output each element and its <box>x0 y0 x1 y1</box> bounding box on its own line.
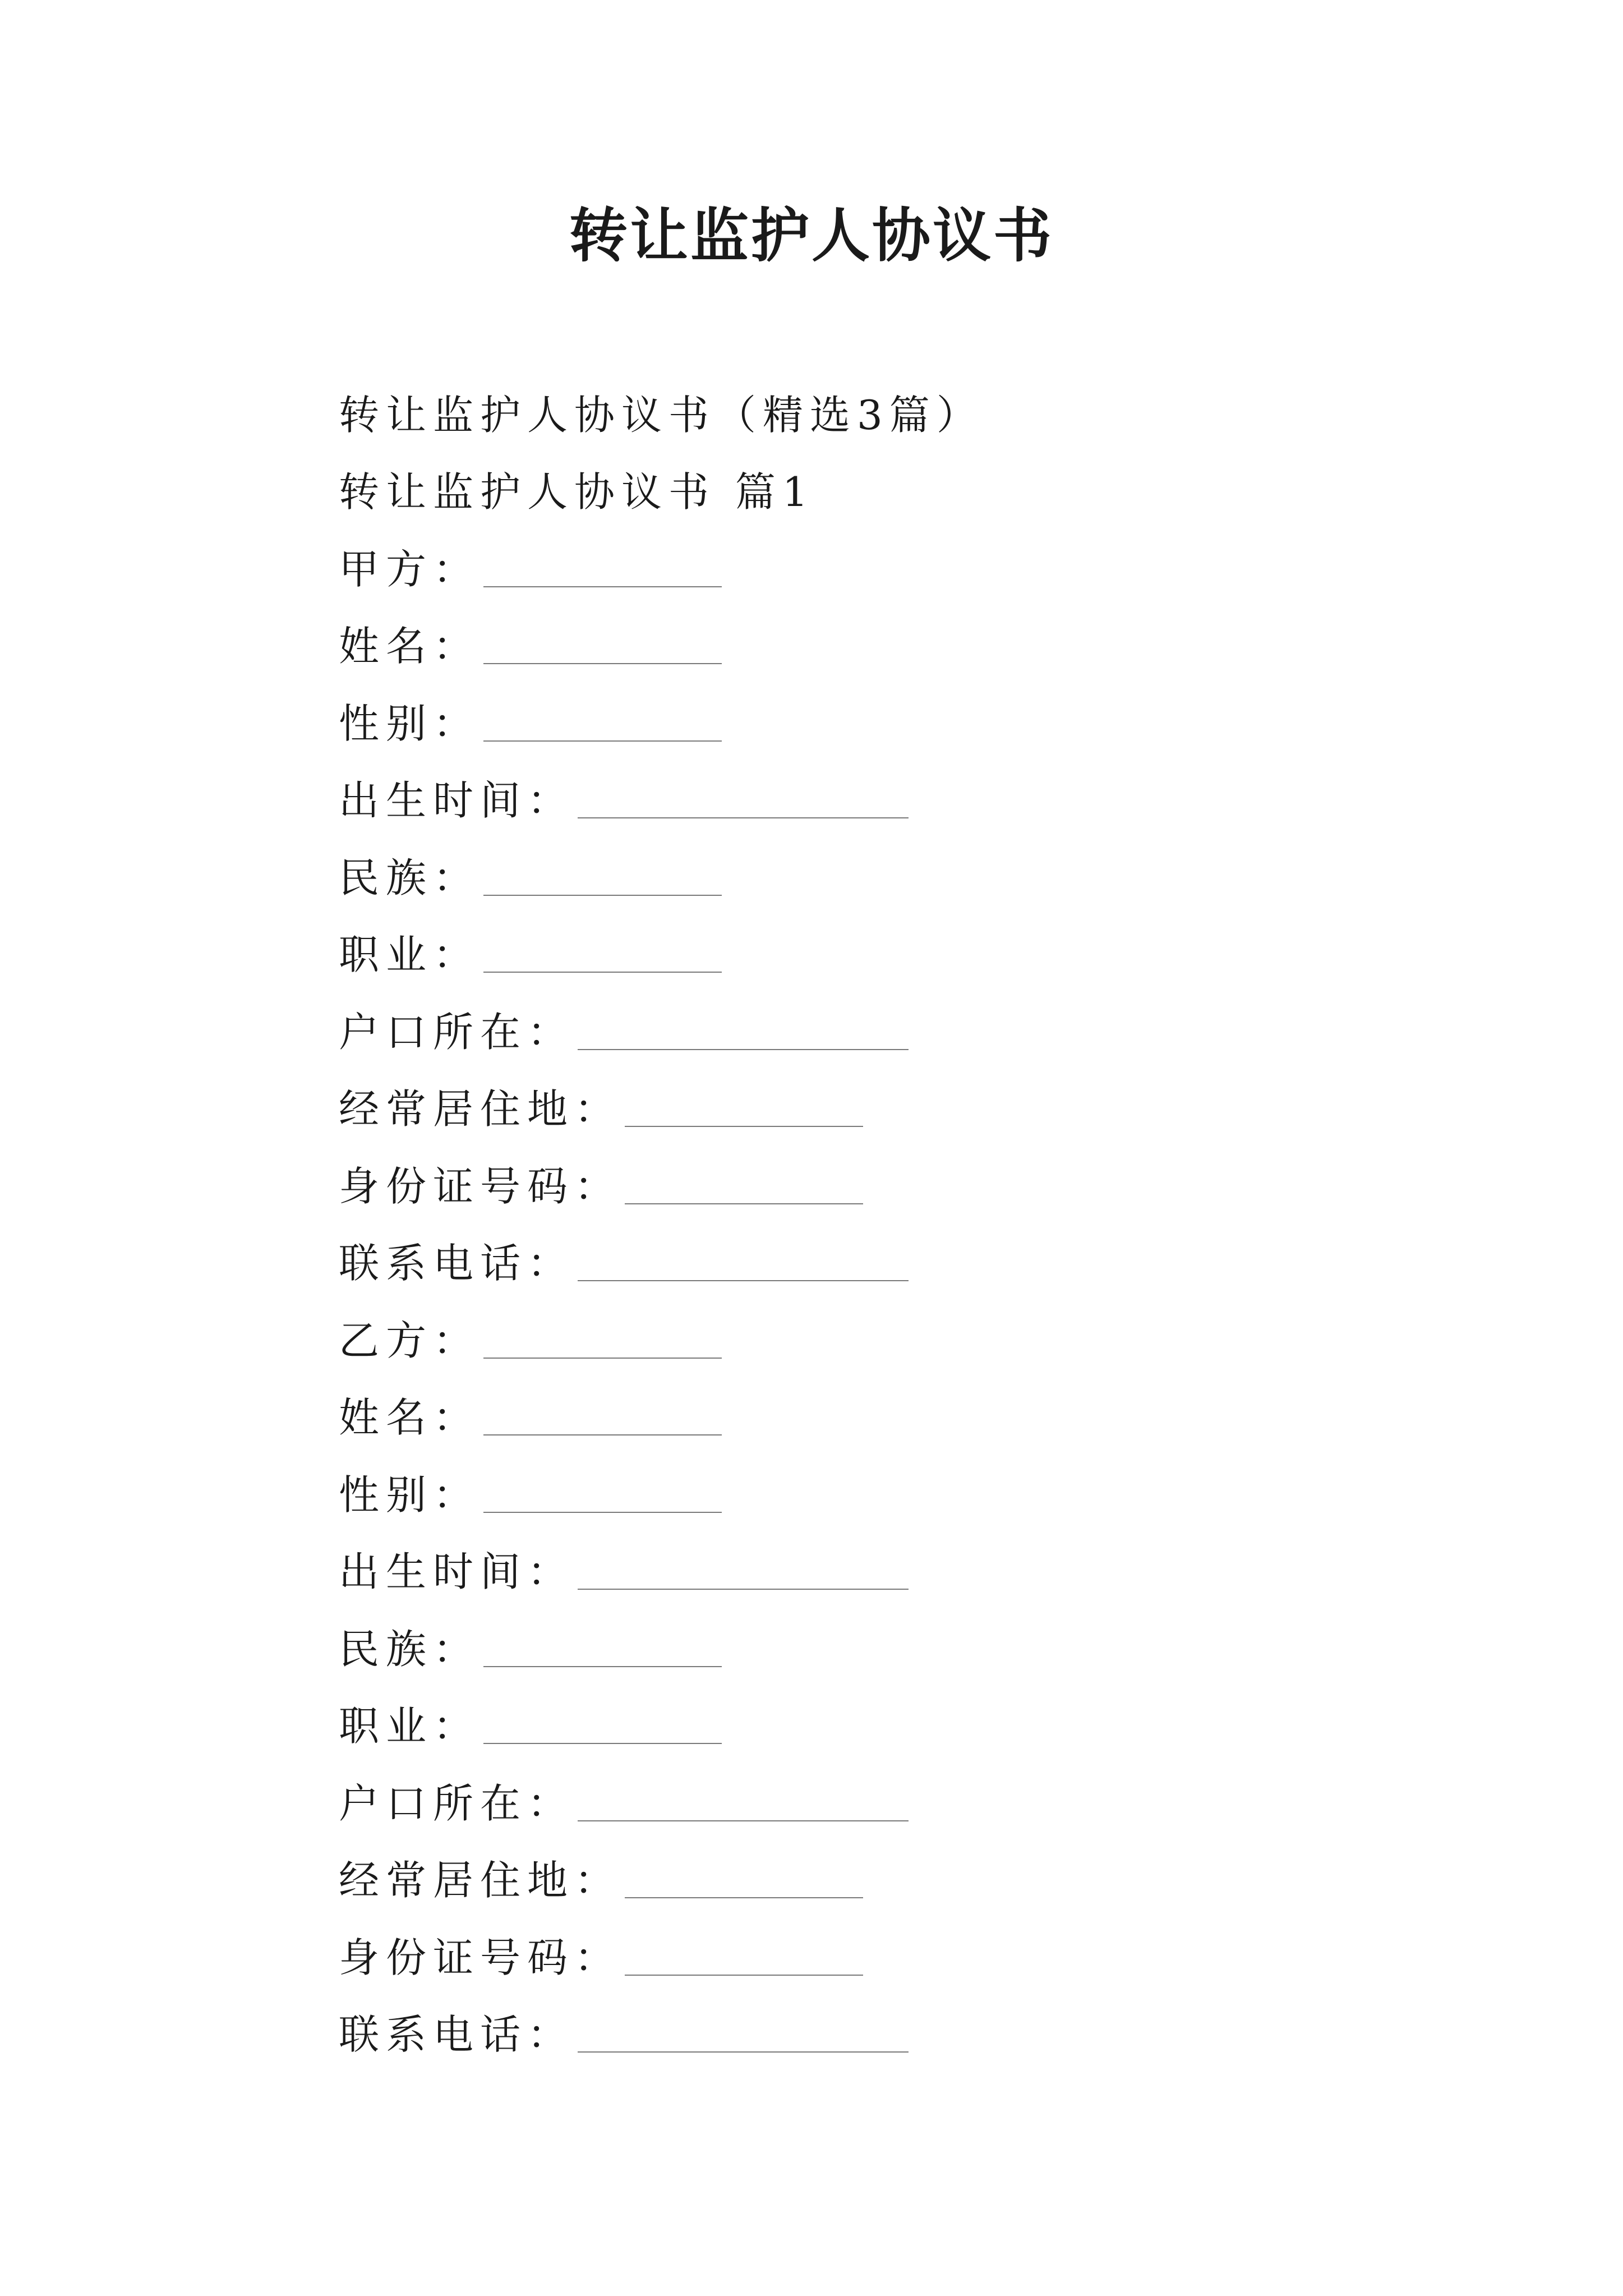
field-label: 户口所在： <box>339 1008 575 1056</box>
form-field-row <box>339 1144 1516 1222</box>
field-label: 甲方： <box>339 545 481 593</box>
field-label: 联系电话： <box>339 2011 575 2059</box>
field-blank-line <box>625 1093 863 1127</box>
form-field-row <box>339 682 1516 759</box>
field-blank-line <box>578 1556 909 1590</box>
field-blank-line <box>483 862 722 896</box>
form-field-row <box>339 1685 1516 1762</box>
field-blank-line <box>578 1016 909 1050</box>
field-blank-line <box>483 939 722 973</box>
document-title: 转让监护人协议书 <box>569 201 1054 270</box>
field-label: 职业： <box>339 1703 481 1750</box>
field-blank-line <box>483 1634 722 1667</box>
field-label: 身份证号码： <box>339 1162 622 1210</box>
field-label: 联系电话： <box>339 1240 575 1287</box>
form-field-row <box>339 913 1516 991</box>
section-heading-text: 转让监护人协议书 篇1 <box>339 468 815 516</box>
subtitle-text: 转让监护人协议书（精选3篇） <box>339 391 984 439</box>
field-label: 民族： <box>339 854 481 901</box>
field-label: 经常居住地： <box>339 1085 622 1133</box>
field-blank-line <box>578 1788 909 1821</box>
form-field-row <box>339 836 1516 913</box>
field-label: 姓名： <box>339 623 481 670</box>
form-field-row <box>339 1222 1516 1299</box>
field-blank-line <box>625 1865 863 1898</box>
field-blank-line <box>483 631 722 664</box>
form-field-row <box>339 990 1516 1068</box>
form-field-row <box>339 1607 1516 1685</box>
form-field-row <box>339 605 1516 682</box>
field-label: 出生时间： <box>339 1548 575 1596</box>
field-label: 经常居住地： <box>339 1857 622 1904</box>
form-field-row <box>339 1761 1516 1839</box>
field-blank-line <box>578 785 909 818</box>
field-label: 职业： <box>339 931 481 979</box>
form-field-row <box>339 759 1516 836</box>
field-label: 性别： <box>339 700 481 747</box>
form-field-row <box>339 1839 1516 1916</box>
field-blank-line <box>483 1402 722 1435</box>
field-blank-line <box>578 2019 909 2053</box>
field-blank-line <box>625 1942 863 1976</box>
field-label: 出生时间： <box>339 777 575 825</box>
field-blank-line <box>483 1710 722 1744</box>
document-subtitle <box>339 373 1516 450</box>
field-blank-line <box>625 1171 863 1204</box>
field-blank-line <box>483 708 722 742</box>
field-label: 乙方： <box>339 1317 481 1364</box>
form-field-row <box>339 1993 1516 2070</box>
field-blank-line <box>483 554 722 587</box>
form-fields <box>339 527 1516 2070</box>
field-label: 户口所在： <box>339 1779 575 1827</box>
form-field-row <box>339 1376 1516 1453</box>
field-blank-line <box>578 1248 909 1281</box>
section-heading <box>339 450 1516 528</box>
field-blank-line <box>483 1479 722 1513</box>
form-field-row <box>339 1916 1516 1993</box>
form-field-row <box>339 1299 1516 1376</box>
field-label: 民族： <box>339 1625 481 1673</box>
field-blank-line <box>483 1325 722 1359</box>
form-field-row <box>339 1068 1516 1145</box>
field-label: 姓名： <box>339 1394 481 1442</box>
field-label: 性别： <box>339 1471 481 1519</box>
form-field-row <box>339 1453 1516 1530</box>
form-field-row <box>339 1530 1516 1608</box>
field-label: 身份证号码： <box>339 1934 622 1981</box>
document-body <box>339 373 1516 2070</box>
form-field-row <box>339 527 1516 605</box>
